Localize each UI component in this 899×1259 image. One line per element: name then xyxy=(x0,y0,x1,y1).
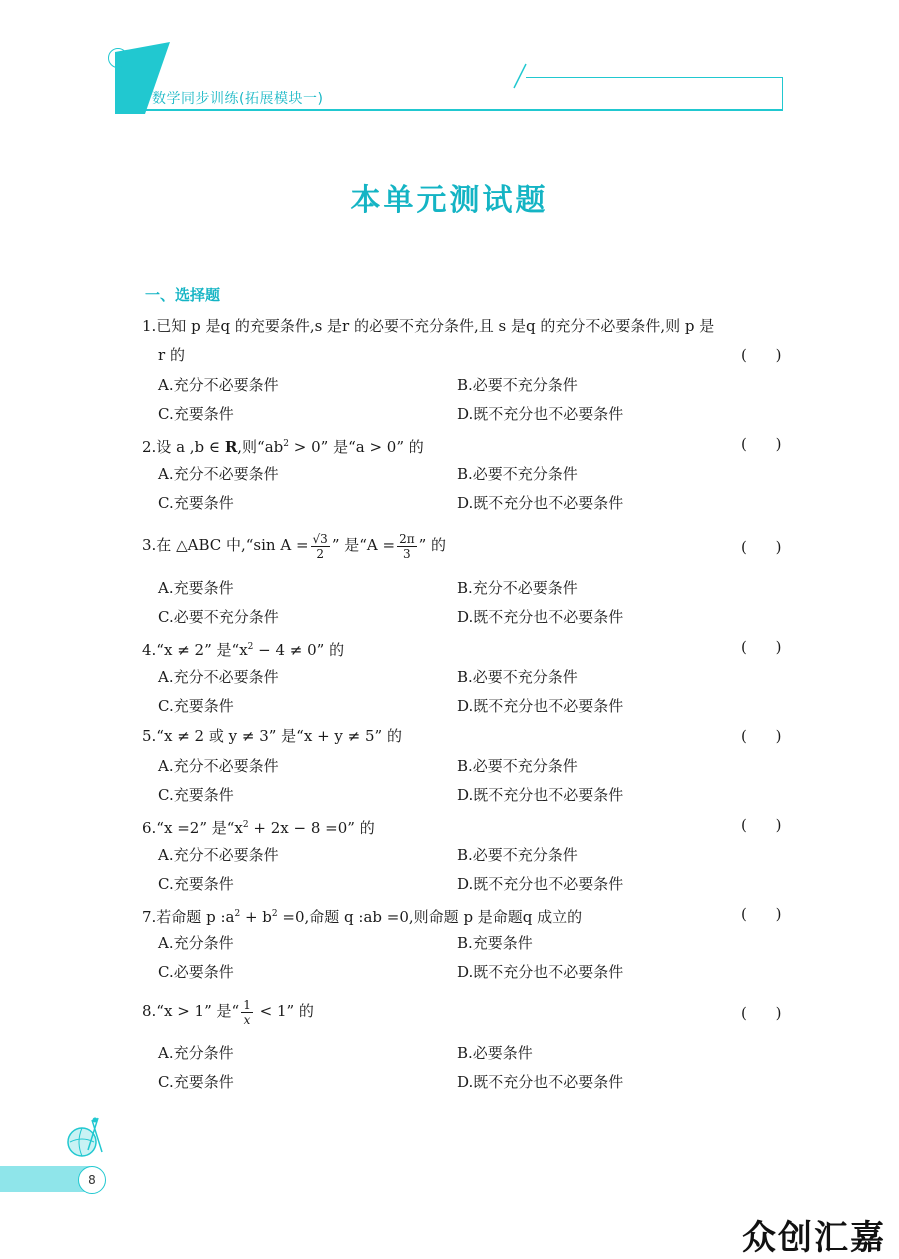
q6-exponent: 2 xyxy=(242,820,249,830)
q2-text-pre: 2.设 a ,b ∈ xyxy=(142,438,225,456)
header-box-decoration xyxy=(526,77,783,111)
q3-fraction-2-denominator: 3 xyxy=(403,546,411,561)
header-circle-decoration xyxy=(108,48,128,68)
q7-option-d: D.既不充分也不必要条件 xyxy=(457,963,624,981)
q5-option-b: B.必要不充分条件 xyxy=(457,757,578,775)
q4-text-post: − 4 ≠ 0” 的 xyxy=(253,641,345,659)
page-title: 本单元测试题 xyxy=(350,183,549,218)
q2-text-mid: ,则“ab xyxy=(237,438,284,456)
q3-option-a: A.充要条件 xyxy=(158,579,234,597)
q1-option-c: C.充要条件 xyxy=(158,405,234,423)
q6-option-d: D.既不充分也不必要条件 xyxy=(457,875,624,893)
q5-option-c: C.充要条件 xyxy=(158,786,234,804)
q5-option-a: A.充分不必要条件 xyxy=(158,757,279,775)
footer-band xyxy=(0,1166,90,1192)
q7-text-pre: 7.若命题 p :a xyxy=(142,908,235,926)
q6-text-post: + 2x − 8 =0” 的 xyxy=(248,819,375,837)
q8-option-d: D.既不充分也不必要条件 xyxy=(457,1073,624,1091)
q7-exponent-1: 2 xyxy=(234,909,241,919)
section-heading: 一、选择题 xyxy=(145,286,221,304)
answer-parentheses: ( ) xyxy=(741,346,782,364)
q8-fraction-denominator: x xyxy=(243,1012,251,1027)
q8-text-post: < 1” 的 xyxy=(254,1002,314,1020)
q2-option-d: D.既不充分也不必要条件 xyxy=(457,494,624,512)
q3-fraction-1 xyxy=(311,532,330,561)
q7-text-post: =0,命题 q :ab =0,则命题 p 是命题q 成立的 xyxy=(277,908,583,926)
q4-option-c: C.充要条件 xyxy=(158,697,234,715)
q8-option-a: A.充分条件 xyxy=(158,1044,234,1062)
q3-option-b: B.充分不必要条件 xyxy=(457,579,578,597)
q2-option-c: C.充要条件 xyxy=(158,494,234,512)
q2-option-b: B.必要不充分条件 xyxy=(457,465,578,483)
q7-exponent-2: 2 xyxy=(271,909,278,919)
q1-option-b: B.必要不充分条件 xyxy=(457,376,578,394)
q1-option-a: A.充分不必要条件 xyxy=(158,376,279,394)
q8-option-b: B.必要条件 xyxy=(457,1044,533,1062)
question-4 xyxy=(142,637,344,660)
answer-parentheses: ( ) xyxy=(741,638,782,656)
question-1-line-2: r 的 xyxy=(158,346,185,364)
question-2 xyxy=(142,434,424,457)
question-8 xyxy=(142,994,314,1028)
q4-option-b: B.必要不充分条件 xyxy=(457,668,578,686)
q3-option-c: C.必要不充分条件 xyxy=(158,608,279,626)
q3-text-pre: 3.在 △ABC 中,“sin A = xyxy=(142,536,309,554)
answer-parentheses: ( ) xyxy=(741,905,782,923)
answer-parentheses: ( ) xyxy=(741,435,782,453)
question-7 xyxy=(142,904,582,927)
q4-exponent: 2 xyxy=(247,642,254,652)
answer-parentheses: ( ) xyxy=(741,538,782,556)
q4-option-d: D.既不充分也不必要条件 xyxy=(457,697,624,715)
q3-fraction-1-numerator: √3 xyxy=(312,531,328,546)
q4-option-a: A.充分不必要条件 xyxy=(158,668,279,686)
q6-option-c: C.充要条件 xyxy=(158,875,234,893)
answer-parentheses: ( ) xyxy=(741,1004,782,1022)
q8-text-pre: 8.“x > 1” 是“ xyxy=(142,1002,240,1020)
watermark: 众创汇嘉 xyxy=(742,1218,886,1258)
q6-option-a: A.充分不必要条件 xyxy=(158,846,279,864)
header-book-title: 数学同步训练(拓展模块一) xyxy=(152,91,324,107)
answer-parentheses: ( ) xyxy=(741,727,782,745)
q7-option-a: A.充分条件 xyxy=(158,934,234,952)
question-6 xyxy=(142,815,375,838)
q6-option-b: B.必要不充分条件 xyxy=(457,846,578,864)
q2-option-a: A.充分不必要条件 xyxy=(158,465,279,483)
q1-option-d: D.既不充分也不必要条件 xyxy=(457,405,624,423)
q3-text-post: ” 的 xyxy=(418,536,447,554)
q3-option-d: D.既不充分也不必要条件 xyxy=(457,608,624,626)
q7-text-mid: + b xyxy=(240,908,272,926)
question-1-line-1: 1.已知 p 是q 的充要条件,s 是r 的必要不充分条件,且 s 是q 的充分不必要条件,则 p 是 xyxy=(142,317,715,335)
q5-option-d: D.既不充分也不必要条件 xyxy=(457,786,624,804)
question-3 xyxy=(142,528,446,562)
q2-text-post: > 0” 是“a > 0” 的 xyxy=(289,438,424,456)
page-number: 8 xyxy=(78,1166,106,1194)
q6-text-pre: 6.“x =2” 是“x xyxy=(142,819,243,837)
header-rule xyxy=(145,109,782,111)
q4-text-pre: 4.“x ≠ 2” 是“x xyxy=(142,641,248,659)
q2-exponent: 2 xyxy=(283,439,289,449)
q7-option-c: C.必要条件 xyxy=(158,963,234,981)
compass-globe-icon xyxy=(62,1112,114,1164)
q3-fraction-2 xyxy=(397,532,417,561)
question-5: 5.“x ≠ 2 或 y ≠ 3” 是“x + y ≠ 5” 的 xyxy=(142,727,402,745)
answer-parentheses: ( ) xyxy=(741,816,782,834)
q3-fraction-2-numerator: 2π xyxy=(399,531,415,546)
q2-real-set: R xyxy=(224,438,238,456)
q8-fraction-numerator: 1 xyxy=(243,997,251,1012)
q7-option-b: B.充要条件 xyxy=(457,934,533,952)
q8-option-c: C.充要条件 xyxy=(158,1073,234,1091)
q3-text-mid: ” 是“A = xyxy=(331,536,396,554)
q8-fraction xyxy=(241,998,253,1027)
q3-fraction-1-denominator: 2 xyxy=(316,546,324,561)
